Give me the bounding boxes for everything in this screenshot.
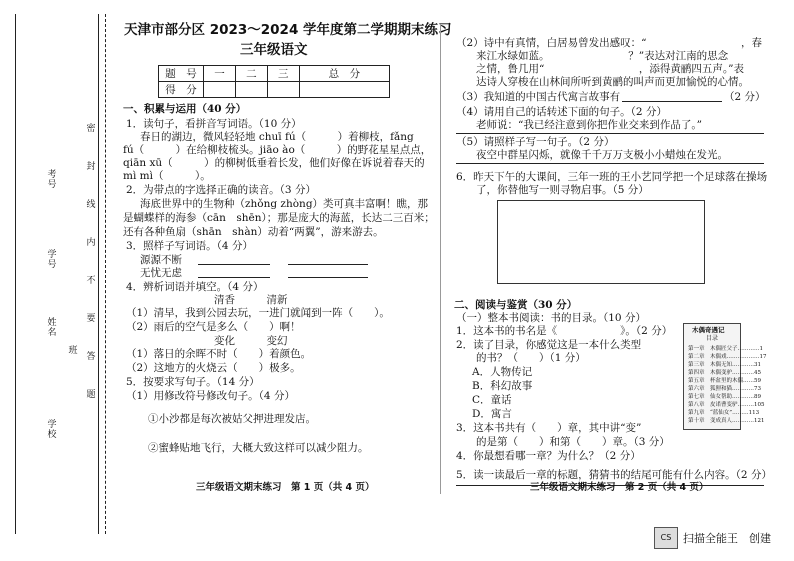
toc-row: 第四章 木偶变驴…………45 bbox=[688, 370, 761, 376]
school-label: 学校 bbox=[47, 420, 57, 440]
seal-line-text: 密封线内不要答题 bbox=[86, 124, 96, 400]
question-4-line: （1）清早，我到公园去玩，一进门就闻到一阵（ ）。 bbox=[126, 307, 390, 319]
question-2-line: 是蝴蝶样的海参（cān shēn）；那是庞大的海蓝，长达二三百米； bbox=[123, 212, 435, 224]
option-b[interactable]: B．科幻故事 bbox=[472, 380, 533, 392]
question-6: 6．昨天下午的大课间，三年一班的王小艺同学把一个足球落在操场 bbox=[456, 171, 768, 183]
question-5-4: （4）请用自己的话转述下面的句子。（2 分） bbox=[456, 106, 667, 118]
watermark-text: 扫描全能王 创建 bbox=[683, 532, 771, 545]
answer-line[interactable] bbox=[198, 264, 270, 265]
page-divider bbox=[440, 24, 441, 494]
score-table bbox=[158, 65, 390, 98]
score-input-cell[interactable] bbox=[267, 82, 299, 98]
page-2-footer: 三年级语文期末练习 第 2 页（共 4 页） bbox=[530, 482, 709, 493]
toc-row: 第九章 “蓝仙女”………113 bbox=[688, 410, 760, 416]
question-3: 3．照样子写词语。（4 分） bbox=[126, 240, 253, 252]
question-3-example: 源源不断 bbox=[140, 254, 182, 266]
reading-part-1: （一）整本书阅读：书的目录。（10 分） bbox=[456, 312, 646, 324]
exam-number-label: 考号 bbox=[47, 170, 57, 190]
score-header-cell: 二 bbox=[235, 66, 267, 82]
toc-row: 第七章 仙女帮助…………89 bbox=[688, 394, 761, 400]
question-4: 4．辨析词语并填空。（4 分） bbox=[126, 281, 264, 293]
toc-row: 第一章 木偶匠父子…………1 bbox=[688, 346, 763, 352]
exam-subtitle: 三年级语文 bbox=[240, 42, 308, 58]
question-4-words: 清香 清新 bbox=[214, 294, 288, 306]
reading-question-4: 4．你最想看哪一章？为什么？（2 分） bbox=[456, 450, 641, 462]
toc-row: 第二章 木偶戏………………17 bbox=[688, 354, 767, 360]
option-d[interactable]: D．寓言 bbox=[472, 408, 512, 420]
page-1-footer: 三年级语文期末练习 第 1 页（共 4 页） bbox=[196, 482, 375, 493]
score-input-cell[interactable] bbox=[299, 82, 389, 98]
question-5-sentence: ①小沙都是每次被姑父押进理发店。 bbox=[148, 413, 316, 425]
question-5-5-sentence: 夜空中群星闪烁，就像千千万万支极小小蜡烛在发光。 bbox=[476, 149, 728, 161]
toc-row: 第三章 木偶无知…………31 bbox=[688, 362, 761, 368]
section-1-heading: 一、积累与运用（40 分） bbox=[123, 103, 247, 115]
question-1-line: fú（ ）在给柳枝梳头。jiāo ào（ ）的野花星星点点， bbox=[123, 144, 432, 156]
question-2-line: 海底世界中的生物种（zhǒng zhòng）类可真丰富啊！瞧，那 bbox=[140, 198, 429, 210]
score-header-cell: 三 bbox=[267, 66, 299, 82]
toc-row: 第八章 皮诺曹变驴………105 bbox=[688, 402, 765, 408]
question-5-sentence: ②蜜蜂贴地飞行，大概大致这样可以减少阻力。 bbox=[148, 442, 369, 454]
question-1-line: mì mì（ ）。 bbox=[123, 170, 211, 182]
reading-question-1: 1．这本书的书名是《 》。（2 分） bbox=[456, 325, 673, 337]
score-header-cell: 题 号 bbox=[159, 66, 204, 82]
question-2: 2．为带点的字选择正确的读音。（3 分） bbox=[126, 184, 316, 196]
exam-title: 天津市部分区 2023～2024 学年度第二学期期末练习 bbox=[124, 22, 452, 38]
question-1-line: qiān xū（ ）的柳树低垂着长发，他们好像在诉说着春天的 bbox=[123, 157, 425, 169]
toc-row: 第十章 变成真人…………121 bbox=[688, 418, 765, 424]
question-1-line: 春日的湖边，微风轻轻地 chuī fú（ ）着柳枝，fǎng bbox=[140, 131, 414, 143]
question-5-5: （5）请照样子写一句子。（2 分） bbox=[456, 136, 615, 148]
reading-question-3: 3．这本书共有（ ）章，其中讲“变” bbox=[456, 422, 642, 434]
score-input-cell[interactable] bbox=[204, 82, 236, 98]
reading-question-5: 5．读一读最后一章的标题，猜猜书的结尾可能有什么内容。（2 分） bbox=[456, 469, 772, 481]
book-toc-image bbox=[683, 323, 767, 430]
answer-line[interactable] bbox=[288, 264, 368, 265]
reading-question-2: 2．读了目录，你感觉这是一本什么类型 bbox=[456, 339, 642, 351]
question-2-line: 还有各种鱼扇（shān shàn）动着“两翼”，游来游去。 bbox=[123, 226, 384, 238]
toc-row: 第五章 杯盆里的木偶……59 bbox=[688, 378, 761, 384]
question-5-1: （1）用修改符号修改句子。（4 分） bbox=[126, 390, 295, 402]
class-label: 班 bbox=[68, 346, 78, 356]
toc-row: 第六章 狐狸和猫…………73 bbox=[688, 386, 761, 392]
question-5: 5．按要求写句子。（14 分） bbox=[126, 376, 260, 388]
question-1: 1．读句子，看拼音写词语。（10 分） bbox=[126, 118, 302, 130]
question-5-2-line: 来江水绿如蓝。 ？”表达对江南的思念 bbox=[476, 50, 729, 62]
answer-line[interactable] bbox=[288, 277, 368, 278]
option-c[interactable]: C．童话 bbox=[472, 394, 512, 406]
question-5-3-points: （2 分） bbox=[724, 91, 766, 103]
score-input-cell[interactable] bbox=[235, 82, 267, 98]
answer-line[interactable] bbox=[456, 133, 764, 134]
name-label: 姓名 bbox=[47, 318, 57, 338]
question-3-example: 无忧无虑 bbox=[140, 267, 182, 279]
score-header-cell: 总 分 bbox=[299, 66, 389, 82]
camscanner-logo-icon: CS bbox=[654, 527, 678, 549]
section-2-heading: 二、阅读与鉴赏（30 分） bbox=[454, 299, 578, 311]
answer-line[interactable] bbox=[456, 163, 764, 164]
question-6-line: 了，你替他写一则寻物启事。（5 分） bbox=[476, 184, 649, 196]
question-5-2-line: 之情，鲁几用“ ，添得黄鹂四五声。”表 bbox=[476, 63, 744, 75]
question-5-4-sentence: 老师说：“我已经注意到你把作业交来到作品了。” bbox=[476, 119, 702, 131]
toc-subtitle: 目录 bbox=[706, 335, 719, 342]
toc-title: 木偶奇遇记 bbox=[692, 326, 725, 334]
reading-question-3-line: 的是第（ ）和第（ ）章。（3 分） bbox=[476, 436, 670, 448]
reading-question-2-line: 的书？（ ）（1 分） bbox=[476, 352, 586, 364]
question-4-line: （1）落日的余晖不时（ ）着颜色。 bbox=[126, 348, 312, 360]
option-a[interactable]: A．人物传记 bbox=[472, 366, 533, 378]
question-4-line: （2）雨后的空气是多么（ ）啊！ bbox=[126, 321, 301, 333]
question-4-words: 变化 变幻 bbox=[214, 335, 288, 347]
question-4-line: （2）这地方的火烧云（ ）极多。 bbox=[126, 362, 301, 374]
answer-line[interactable] bbox=[198, 277, 270, 278]
question-5-3: （3）我知道的中国古代寓言故事有 bbox=[456, 91, 621, 103]
question-5-2-line: 达诗人穿梭在山林间所听到黄鹂的叫声而更加愉悦的心情。 bbox=[476, 76, 749, 88]
score-header-cell: 一 bbox=[204, 66, 236, 82]
student-number-label: 学号 bbox=[47, 250, 57, 270]
answer-line[interactable] bbox=[622, 101, 722, 102]
question-5-2: （2）诗中有真情，白居易曾发出感叹：“ ，春 bbox=[456, 37, 763, 49]
score-label-cell: 得 分 bbox=[159, 82, 204, 98]
lost-notice-writing-box[interactable] bbox=[497, 200, 705, 284]
